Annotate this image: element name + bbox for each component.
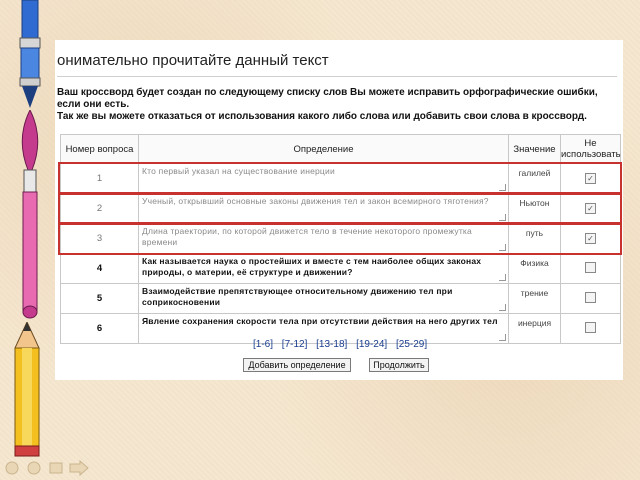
skip-checkbox[interactable] — [585, 262, 596, 273]
value-cell — [509, 164, 561, 194]
definition-field[interactable] — [139, 164, 509, 194]
value-cell — [509, 284, 561, 314]
value-field[interactable]: Ньютон — [519, 197, 550, 208]
definition-field[interactable] — [139, 194, 509, 224]
pencil-icon — [5, 322, 49, 462]
value-cell — [509, 224, 561, 254]
resize-grip-icon[interactable] — [499, 274, 506, 281]
skip-cell — [561, 284, 621, 314]
value-field[interactable]: Физика — [520, 257, 549, 268]
skip-cell — [561, 224, 621, 254]
skip-cell — [561, 164, 621, 194]
skip-cell — [561, 314, 621, 344]
word-table — [60, 134, 621, 344]
header-value: Значение — [509, 135, 561, 164]
crossword-panel — [55, 40, 623, 380]
definition-text: Явление сохранения скорости тела при отсутствии действия на него других тел — [142, 316, 498, 326]
skip-cell — [561, 254, 621, 284]
value-cell — [509, 194, 561, 224]
definition-field[interactable] — [139, 254, 509, 284]
row-number: 6 — [61, 314, 139, 344]
heading-divider — [57, 76, 617, 77]
value-field[interactable]: инерция — [517, 317, 552, 328]
slide-navigation[interactable] — [4, 460, 94, 476]
fountain-pen-icon — [8, 0, 52, 110]
definition-text: Как называется наука о простейших и вместе с тем наиболее общих законах природы, о материи, её структуре и движении? — [142, 256, 482, 277]
row-number: 5 — [61, 284, 139, 314]
resize-grip-icon[interactable] — [499, 184, 506, 191]
page-link[interactable]: [25-29] — [396, 339, 428, 350]
resize-grip-icon[interactable] — [499, 244, 506, 251]
intro-line: Ваш кроссворд будет создан по следующему списку слов Вы можете исправить орфографические ошибки, — [57, 87, 598, 98]
table-row — [61, 164, 621, 194]
intro-line: если они есть. — [57, 99, 130, 110]
skip-checkbox[interactable] — [585, 322, 596, 333]
intro-text — [57, 87, 617, 123]
value-field[interactable]: трение — [520, 287, 549, 298]
skip-checkbox[interactable] — [585, 292, 596, 303]
table-row — [61, 224, 621, 254]
row-number: 4 — [61, 254, 139, 284]
definition-text: Ученый, открывший основные законы движения тел и закон всемирного тяготения? — [142, 196, 489, 206]
value-cell — [509, 254, 561, 284]
page-link[interactable]: [1-6] — [253, 339, 274, 350]
page-heading: онимательно прочитайте данный текст — [57, 52, 329, 69]
row-number: 3 — [61, 224, 139, 254]
value-field[interactable]: галилей — [518, 167, 551, 178]
skip-checkbox[interactable]: ✓ — [585, 173, 596, 184]
table-header-row — [61, 135, 621, 164]
row-number: 2 — [61, 194, 139, 224]
page-link[interactable]: [13-18] — [316, 339, 348, 350]
row-number: 1 — [61, 164, 139, 194]
resize-grip-icon[interactable] — [499, 214, 506, 221]
skip-checkbox[interactable]: ✓ — [585, 233, 596, 244]
page-link[interactable]: [7-12] — [281, 339, 308, 350]
value-field[interactable]: путь — [525, 227, 544, 238]
skip-checkbox[interactable]: ✓ — [585, 203, 596, 214]
definition-text: Взаимодействие препятствующее относительному движению тел при соприкосновении — [142, 286, 453, 307]
continue-button[interactable]: Продолжить — [369, 358, 429, 372]
header-num: Номер вопроса — [61, 135, 139, 164]
paintbrush-icon — [10, 110, 50, 320]
page-link[interactable]: [19-24] — [356, 339, 388, 350]
header-skip: Не использовать — [561, 135, 621, 164]
resize-grip-icon[interactable] — [499, 334, 506, 341]
table-row — [61, 284, 621, 314]
add-definition-button[interactable]: Добавить определение — [243, 358, 351, 372]
header-definition: Определение — [139, 135, 509, 164]
value-cell — [509, 314, 561, 344]
definition-text: Длина траектории, по которой движется тело в течение некоторого промежутка времени — [142, 226, 472, 247]
definition-field[interactable] — [139, 284, 509, 314]
resize-grip-icon[interactable] — [499, 304, 506, 311]
definition-field[interactable] — [139, 224, 509, 254]
skip-cell — [561, 194, 621, 224]
pagination — [253, 339, 433, 350]
table-row — [61, 254, 621, 284]
intro-line: Так же вы можете отказаться от использования какого либо слова или добавить свои слова в кроссворд. — [57, 111, 587, 122]
table-row — [61, 194, 621, 224]
definition-text: Кто первый указал на существование инерции — [142, 166, 335, 176]
